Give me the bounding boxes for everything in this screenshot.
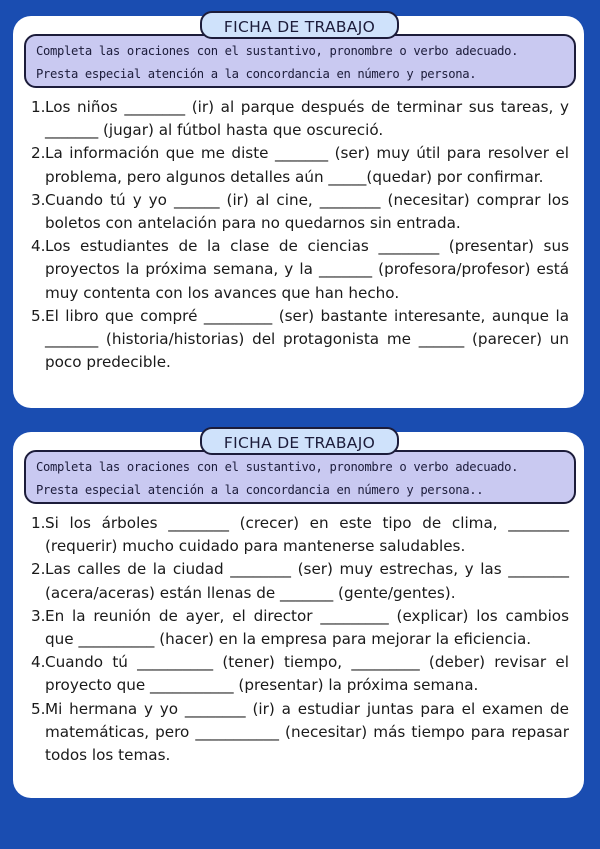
exercise-item bbox=[31, 698, 569, 768]
worksheet-title: FICHA DE TRABAJO bbox=[200, 11, 399, 39]
exercise-text: Los niños ________ (ir) al parque después de terminar sus tareas, y _______ (jugar) al fútbol hasta que oscureció. bbox=[45, 98, 569, 140]
instruction-line: Completa las oraciones con el sustantivo, pronombre o verbo adecuado. bbox=[36, 460, 519, 474]
worksheet-card-1 bbox=[13, 16, 584, 408]
exercise-number: 3. bbox=[31, 190, 46, 209]
instruction-line: Completa las oraciones con el sustantivo, pronombre o verbo adecuado. bbox=[36, 44, 519, 58]
exercise-text: En la reunión de ayer, el director _________ (explicar) los cambios que __________ (hacer) en la empresa para mejorar la eficiencia. bbox=[45, 606, 569, 649]
exercise-item bbox=[31, 512, 569, 558]
exercise-number: 1. bbox=[31, 98, 46, 116]
exercise-text: Mi hermana y yo ________ (ir) a estudiar juntas para el examen de matemáticas, pero ___________ (necesitar) más tiempo para repasar todos los temas. bbox=[45, 699, 569, 765]
exercise-text: Cuando tú y yo ______ (ir) al cine, ________ (necesitar) comprar los boletos con antelación para no quedarnos sin entrada. bbox=[45, 190, 569, 233]
exercise-text: La información que me diste _______ (ser) muy útil para resolver el problema, pero algunos detalles aún _____(quedar) por confirmar. bbox=[45, 144, 569, 186]
worksheet-title: FICHA DE TRABAJO bbox=[200, 427, 399, 455]
exercise-text: Los estudiantes de la clase de ciencias ________ (presentar) sus proyectos la próxima semana, y la _______ (profesora/profesor) está muy contenta con los avances que han hecho. bbox=[45, 237, 569, 302]
exercise-item bbox=[31, 235, 569, 305]
exercise-list bbox=[31, 512, 569, 767]
exercise-text: Cuando tú __________ (tener) tiempo, _________ (deber) revisar el proyecto que ___________ (presentar) la próxima semana. bbox=[45, 653, 569, 695]
exercise-number: 1. bbox=[31, 514, 46, 532]
instructions-box bbox=[24, 34, 576, 88]
page-footer-band bbox=[0, 808, 600, 849]
exercise-number: 2. bbox=[31, 144, 46, 163]
instruction-line: Presta especial atención a la concordancia en número y persona. bbox=[36, 67, 477, 81]
exercise-number: 2. bbox=[31, 560, 46, 579]
exercise-number: 4. bbox=[31, 237, 46, 256]
exercise-item bbox=[31, 651, 569, 697]
exercise-list bbox=[31, 96, 569, 374]
exercise-item bbox=[31, 305, 569, 375]
exercise-text: El libro que compré _________ (ser) bastante interesante, aunque la _______ (historia/historias) del protagonista me ______ (parecer) un poco predecible. bbox=[45, 306, 569, 372]
exercise-number: 4. bbox=[31, 653, 46, 672]
exercise-text: Las calles de la ciudad ________ (ser) muy estrechas, y las ________ (acera/aceras) están llenas de _______ (gente/gentes). bbox=[45, 560, 569, 602]
exercise-number: 5. bbox=[31, 699, 46, 718]
exercise-number: 5. bbox=[31, 306, 46, 325]
exercise-item bbox=[31, 558, 569, 604]
exercise-item bbox=[31, 142, 569, 188]
exercise-text: Si los árboles ________ (crecer) en este tipo de clima, ________ (requerir) mucho cuidado para mantenerse saludables. bbox=[45, 514, 569, 556]
exercise-item bbox=[31, 189, 569, 235]
instruction-line: Presta especial atención a la concordancia en número y persona.. bbox=[36, 483, 484, 497]
exercise-number: 3. bbox=[31, 606, 46, 625]
exercise-item bbox=[31, 96, 569, 142]
exercise-item bbox=[31, 605, 569, 651]
worksheet-card-2 bbox=[13, 432, 584, 798]
instructions-box bbox=[24, 450, 576, 504]
